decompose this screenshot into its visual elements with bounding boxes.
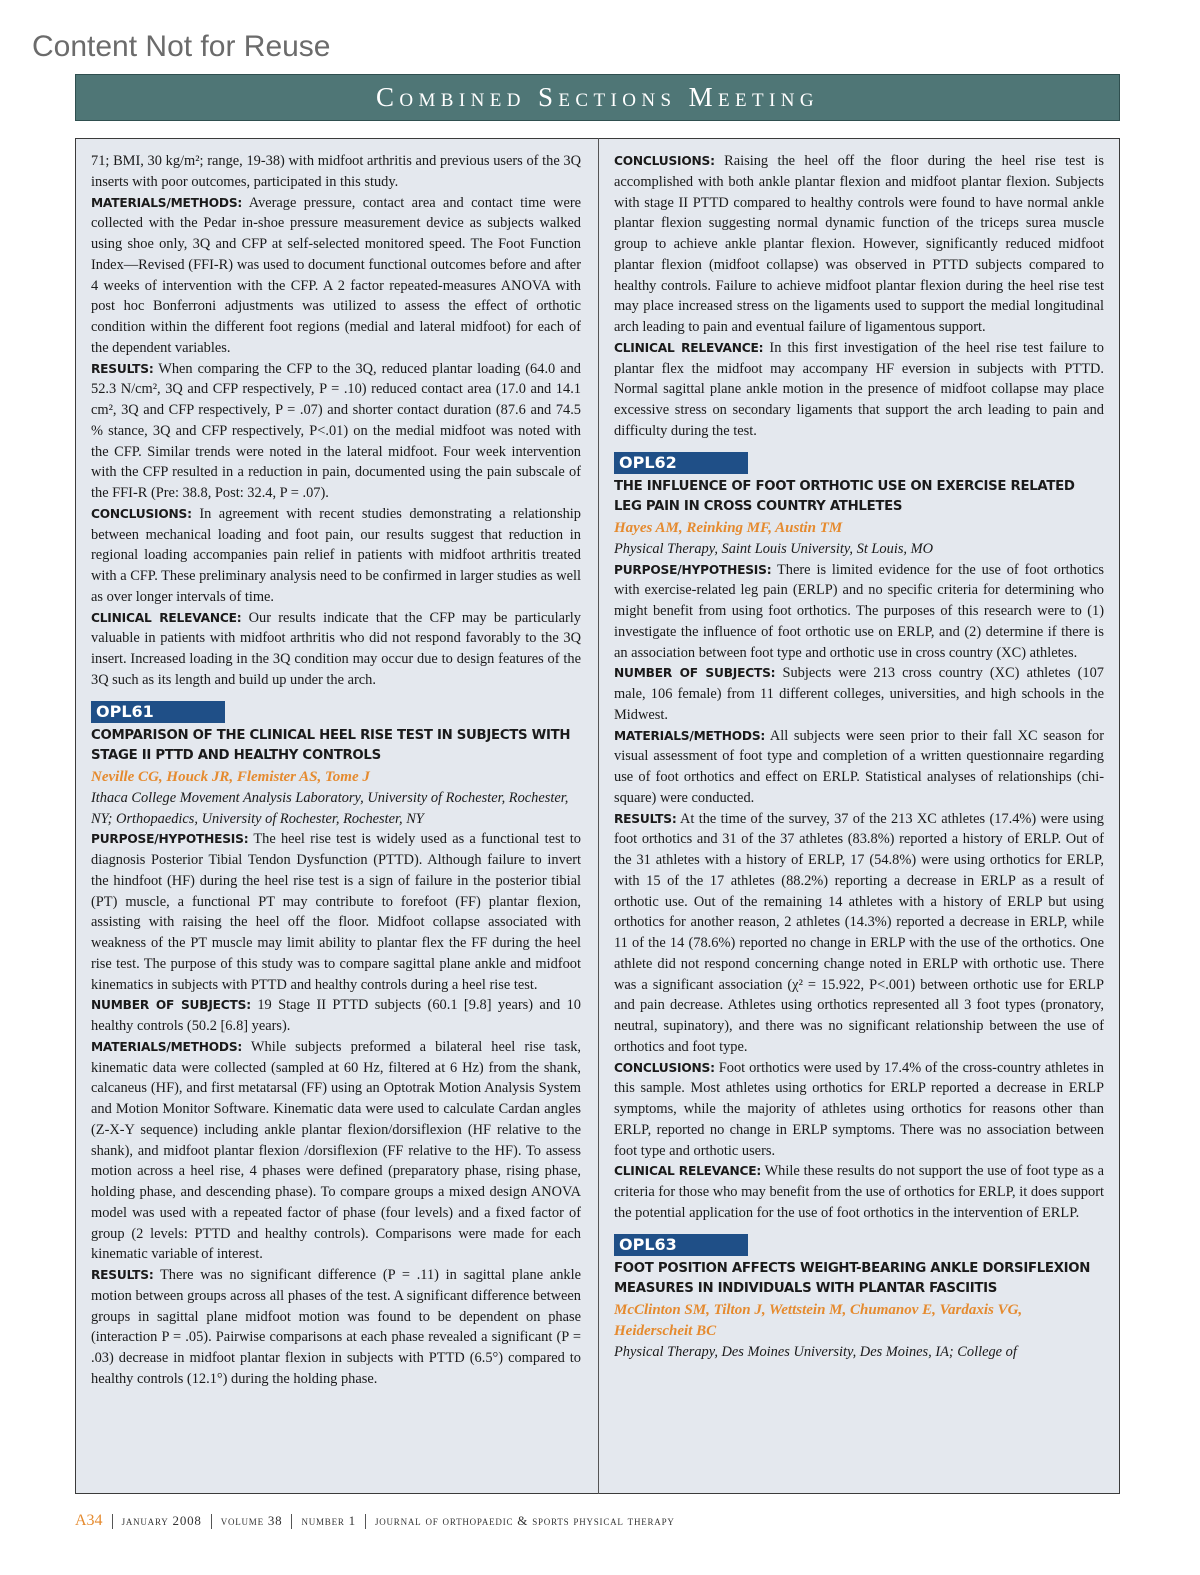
footer-separator [365,1514,366,1529]
footer-separator [291,1514,292,1529]
section-label: CLINICAL RELEVANCE: [614,340,764,355]
abstract-paragraph [614,1161,1104,1223]
abstract-authors: McClinton SM, Tilton J, Wettstein M, Chumanov E, Vardaxis VG, Heiderscheit BC [614,1302,1023,1339]
paragraph-text: Our results indicate that the CFP may be particularly valuable in patients with midfoot arthritis who did not respond favorably to the 3Q insert. Increased loading in the 3Q condition may occur due to design features of the 3Q such as its length and build up under the arch. [91,609,581,688]
section-label: CONCLUSIONS: [614,154,715,168]
left-column [91,151,581,1486]
paragraph-text: Subjects were 213 cross country (XC) athletes (107 male, 106 female) from 11 different colleges, universities, and high schools in the Midwest. [614,665,1104,723]
abstract-paragraph [614,560,1104,664]
issue-date: january 2008 [121,1513,202,1528]
paragraph-text: The heel rise test is widely used as a functional test to diagnosis Posterior Tibial Tendon Dysfunction (PTTD). Although failure to invert the hindfoot (HF) during the heel rise test is a sign of failure in the posterior tibial (PT) muscle, a functional PT may contribute to forefoot (FF) plantar flexion, assisting with raising the heel off the floor. Midfoot collapse associated with weakness of the PT muscle may limit ability to plantar flex the FF during the heel rise test. The purpose of this study was to compare sagittal plane ankle and midfoot kinematics in subjects with PTTD and healthy controls during a heel rise test. [91,831,581,993]
section-label: CLINICAL RELEVANCE: [91,610,242,625]
abstract-paragraph [91,1037,581,1265]
author-affiliation: Ithaca College Movement Analysis Laboratory, University of Rochester, Rochester, NY; Orthopaedics, University of Rochester, Rochester, NY [91,789,569,827]
abstract-authors: Hayes AM, Reinking MF, Austin TM [614,520,843,536]
section-label: RESULTS: [614,811,677,826]
paragraph-text: At the time of the survey, 37 of the 213 XC athletes (17.4%) were using foot orthotics and 31 of the 37 athletes (83.8%) reported a history of ERLP. Out of the 31 athletes with a history of ERLP, 17 (54.8%) were using orthotics for ERLP, with 15 of the 17 athletes (88.2%) reporting a decrease in ERLP as a result of orthotic use. Out of the remaining 14 athletes with a history of ERLP but using orthotics for another reason, 2 athletes (14.3%) reported a decrease in ERLP, while 11 of the 14 (78.6%) reported no change in ERLP with the use of the orthotics. One athlete did not respond concerning change noted in ERLP with orthotic use. There was a significant association (χ² = 15.922, P<.001) between orthotic use for ERLP and pain decrease. Athletes using orthotics represented all 3 foot types (pronatory, neutral, supinatory), and there was no significant relationship between the use of orthotics and foot type. [614,810,1104,1055]
right-column [614,151,1104,1486]
abstract-paragraph [614,1058,1104,1162]
section-label: MATERIALS/METHODS: [91,1039,243,1054]
section-label: RESULTS: [91,1268,154,1282]
issue-number: number 1 [301,1513,356,1528]
paragraph-text: Foot orthotics were used by 17.4% of the cross-country athletes in this sample. Most athletes using orthotics for ERLP reported a decrease in ERLP symptoms, while the majority of athletes using orthotics for reasons other than ERLP, reported no change in ERLP symptoms. There was no association between foot type and orthotic users. [614,1059,1104,1159]
abstract-paragraph [614,809,1104,1058]
abstract-paragraph [614,726,1104,809]
footer-separator [211,1514,212,1529]
section-label: MATERIALS/METHODS: [91,195,243,210]
abstract-paragraph [91,995,581,1037]
footer-separator [112,1514,113,1529]
paragraph-text: There was no significant difference (P = .11) in sagittal plane ankle motion between groups across all phases of the test. A significant difference between groups in sagittal plane midfoot motion was found to be dependent on phase (interaction P = .05). Pairwise comparisons at each phase revealed a significant (P = .03) decrease in midfoot plantar flexion in subjects with PTTD (6.5°) compared to healthy controls (12.1°) during the holding phase. [91,1267,581,1387]
abstract-paragraph [91,829,581,995]
paragraph-text: 71; BMI, 30 kg/m²; range, 19-38) with midfoot arthritis and previous users of the 3Q inserts with poor outcomes, participated in this study. [91,153,581,190]
paragraph-text: While subjects preformed a bilateral heel rise task, kinematic data were collected (sampled at 60 Hz, filtered at 6 Hz) from the shank, calcaneus (HF), and first metatarsal (FF) using an Optotrak Motion Analysis System and Motion Monitor Software. Kinematic data were used to calculate Cardan angles (Z-X-Y sequence) including ankle plantar flexion/dorsiflexion (HF relative to the shank), and midfoot plantar flexion /dorsiflexion (FF relative to the HF). To assess motion across a heel rise, 4 phases were defined (preparatory phase, rising phase, holding phase, and descending phase). To compare groups a mixed design ANOVA model was used with a repeated factor of phase (four levels) and a fixed factor of group (2 levels: PTTD and healthy controls). Comparisons were made for each kinematic variable of interest. [91,1038,581,1263]
abstract-paragraph [91,359,581,504]
abstract-title: FOOT POSITION AFFECTS WEIGHT-BEARING ANKLE DORSIFLEXION MEASURES IN INDIVIDUALS WITH PLANTAR FASCIITIS [614,1260,1091,1297]
section-label: NUMBER OF SUBJECTS: [614,666,776,681]
abstract-paragraph [614,151,1104,338]
section-label: CLINICAL RELEVANCE: [614,1164,761,1179]
section-label: PURPOSE/HYPOTHESIS: [91,832,249,847]
author-affiliation: Physical Therapy, Des Moines University, Des Moines, IA; College of [614,1343,1017,1360]
page-number: A34 [75,1512,103,1529]
paragraph-text: In agreement with recent studies demonstrating a relationship between mechanical loading and foot pain, our results suggest that reduction in regional loading accompanies pain relief in patients with midfoot arthritis treated with a CFP. These preliminary analysis need to be confirmed in larger studies as well as over longer intervals of time. [91,505,581,605]
abstract-paragraph [614,338,1104,442]
abstract-paragraph [91,608,581,691]
section-label: RESULTS: [91,361,154,376]
section-label: CONCLUSIONS: [614,1060,715,1075]
section-label: NUMBER OF SUBJECTS: [91,998,251,1013]
abstract-paragraph [614,663,1104,725]
section-label: PURPOSE/HYPOTHESIS: [614,562,772,577]
watermark: Content Not for Reuse [32,30,331,63]
section-banner [75,74,1120,121]
abstract-id-badge: OPL61 [91,701,225,723]
abstract-paragraph [91,1265,581,1390]
abstract-authors: Neville CG, Houck JR, Flemister AS, Tome J [91,769,370,785]
paragraph-text: All subjects were seen prior to their fall XC season for visual assessment of foot type and completion of a written questionnaire regarding use of foot orthotics and effect on ERLP. Statistical analyses of relationships (chi-square) were conducted. [614,727,1104,806]
paragraph-text: When comparing the CFP to the 3Q, reduced plantar loading (64.0 and 52.3 N/cm², 3Q and CFP respectively, P = .10) reduced contact area (17.0 and 14.1 cm², 3Q and CFP respectively, P = .07) and shorter contact duration (87.6 and 74.5 % stance, 3Q and CFP respectively, P<.01) on the medial midfoot was noted with the CFP. Similar trends were noted in the lateral midfoot. Four week intervention with the CFP resulted in a reduction in pain, documented using the pain subscale of the FFI-R (Pre: 38.8, Post: 32.4, P = .07). [91,360,581,501]
paragraph-text: 19 Stage II PTTD subjects (60.1 [9.8] years) and 10 healthy controls (50.2 [6.8] years). [91,997,581,1034]
paragraph-text: Raising the heel off the floor during the heel rise test is accomplished with both ankle plantar flexion and midfoot plantar flexion. Subjects with stage II PTTD compared to healthy controls were found to have normal ankle plantar flexion suggesting normal dynamic function of the triceps surea muscle group to achieve ankle plantar flexion. However, significantly reduced midfoot plantar flexion (midfoot collapse) was observed in PTTD subjects compared to healthy controls. Failure to achieve midfoot plantar flexion during the heel rise test may place increased stress on the ligaments used to support the medial longitudinal arch leading to pain and eventual failure of ligamentous support. [614,153,1104,335]
paragraph-text: While these results do not support the use of foot type as a criteria for those who may benefit from the use of orthotics for ERLP, it does support the potential application for the use of foot orthotics in the intervention of ERLP. [614,1163,1104,1221]
volume: volume 38 [220,1513,283,1528]
abstract-paragraph [91,504,581,608]
abstract-id-badge: OPL63 [614,1234,748,1256]
section-label: MATERIALS/METHODS: [614,728,766,743]
abstract-paragraph [91,151,581,193]
column-divider [598,138,599,1494]
page-footer [75,1512,675,1530]
paragraph-text: There is limited evidence for the use of foot orthotics with exercise-related leg pain (ERLP) and no specific criteria for determining who might benefit from using foot orthotics. The purposes of this research were to (1) investigate the influence of foot orthotic use on ERLP, and (2) determine if there is an association between foot type and orthotic use in cross country (XC) athletes. [614,561,1104,661]
paragraph-text: Average pressure, contact area and contact time were collected with the Pedar in-shoe pressure measurement device as subjects walked using shoe only, 3Q and CFP at self-selected monitored speed. The Foot Function Index—Revised (FFI-R) was used to document functional outcomes before and after 4 weeks of intervention with the CFP. A 2 factor repeated-measures ANOVA with post hoc Bonferroni adjustments was utilized to assess the effect of orthotic condition within the different foot regions (medial and lateral midfoot) for each of the dependent variables. [91,194,581,356]
abstract-title: THE INFLUENCE OF FOOT ORTHOTIC USE ON EXERCISE RELATED LEG PAIN IN CROSS COUNTRY ATHLETES [614,478,1075,515]
section-label: CONCLUSIONS: [91,506,192,521]
banner-title: Combined Sections Meeting [375,82,819,112]
abstract-id-badge: OPL62 [614,452,748,474]
abstract-title: COMPARISON OF THE CLINICAL HEEL RISE TEST IN SUBJECTS WITH STAGE II PTTD AND HEALTHY CONTROLS [91,727,571,764]
author-affiliation: Physical Therapy, Saint Louis University, St Louis, MO [614,540,933,557]
abstract-paragraph [91,193,581,359]
paragraph-text: In this first investigation of the heel rise test failure to plantar flex the midfoot may accompany HF eversion in subjects with PTTD. Normal sagittal plane ankle motion in the presence of midfoot collapse may place excessive stress on secondary ligaments that support the arch leading to pain and difficulty during the test. [614,339,1104,439]
journal-name: journal of orthopaedic & sports physical therapy [374,1513,675,1528]
